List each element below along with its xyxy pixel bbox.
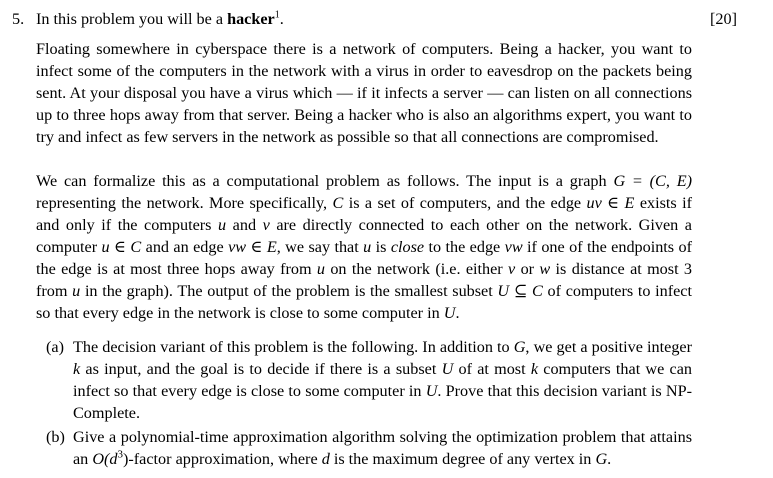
text-span: Give a polynomial-time approximation algorithm solving the optimization problem that attains an — [73, 428, 692, 468]
text-span: , we say that — [276, 238, 364, 256]
math-span: vw ∈ E — [228, 238, 277, 256]
math-span: uv ∈ E — [586, 194, 635, 212]
math-span: k — [530, 360, 539, 378]
text-span: . Prove that this decision variant is NP-Complete. — [73, 382, 693, 422]
text-span: computers that we can infect so that every edge is close to some computer in — [73, 360, 692, 400]
math-span: k — [73, 360, 81, 378]
math-span: O(d — [92, 450, 118, 468]
text-span: . — [607, 450, 612, 468]
text-span: is the maximum degree of any vertex in — [329, 450, 596, 468]
heading-bold: hacker — [227, 10, 275, 28]
math-span: U ⊆ C — [497, 282, 543, 300]
math-span: v — [262, 216, 270, 234]
math-span: ) — [123, 450, 129, 468]
math-span: G = (C, E) — [613, 172, 692, 190]
math-span: u — [218, 216, 227, 234]
math-span: d — [321, 450, 330, 468]
math-span: vw — [504, 238, 523, 256]
math-span: C — [332, 194, 344, 212]
math-span: w — [539, 260, 551, 278]
text-span: and an edge — [141, 238, 229, 256]
text-span: in the graph). The output of the problem is the smallest subset — [80, 282, 498, 300]
problem-number: 5. — [12, 10, 25, 28]
math-span: u — [72, 282, 81, 300]
math-span: U — [425, 382, 438, 400]
text-span: as input, and the goal is to decide if there is a subset — [80, 360, 442, 378]
math-span: U — [443, 304, 456, 322]
math-span: u — [363, 238, 372, 256]
math-span: u ∈ C — [101, 238, 142, 256]
math-span: G — [595, 450, 608, 468]
math-span: G — [513, 338, 526, 356]
footnote-mark: 1 — [274, 9, 280, 21]
text-span: representing the network. More specifically, — [36, 194, 333, 212]
part-b-text — [73, 426, 692, 470]
math-span: U — [441, 360, 454, 378]
text-span: is distance at most 3 from — [36, 260, 693, 300]
part-a-label: (a) — [46, 338, 64, 356]
text-span: are directly connected to each other on the network. Given a computer — [36, 216, 692, 256]
text-span: or — [515, 260, 540, 278]
paragraph-formalization — [36, 170, 692, 324]
part-b-label: (b) — [46, 428, 65, 446]
text-span: of computers to infect so that every edge in the network is close to some computer in — [36, 282, 692, 322]
text-span: of at most — [453, 360, 531, 378]
emphasis-close: close — [390, 238, 425, 256]
paragraph-scenario: Floating somewhere in cyberspace there is a network of computers. Being a hacker, you want to infect some of the computers in the network with a virus in order to eavesdrop on the packets being sent. At your disposal you have a virus which — if it infects a server — can listen on all connections up to three hops away from that server. Being a hacker who is also an algorithms expert, you want to try and infect as few servers in the network as possible so that all connections are compromised. — [36, 40, 692, 146]
text-span: to the edge — [424, 238, 505, 256]
math-superscript: 3 — [117, 448, 124, 461]
text-span: is — [371, 238, 391, 256]
text-span: is a set of computers, and the edge — [343, 194, 587, 212]
points-value: [20] — [710, 10, 737, 28]
math-span: u — [316, 260, 325, 278]
text-span: . — [455, 304, 460, 322]
math-span: v — [508, 260, 516, 278]
text-span: -factor approximation, where — [128, 450, 322, 468]
text-span: , we get a positive integer — [525, 338, 692, 356]
text-span: The decision variant of this problem is the following. In addition to — [73, 338, 514, 356]
problem-heading — [36, 8, 284, 30]
text-span: if one of the endpoints of the edge is at most three hops away from — [36, 238, 692, 278]
heading-text: In this problem you will be a — [36, 10, 224, 28]
text-span: exists if and only if the computers — [36, 194, 692, 234]
text-span: and — [226, 216, 263, 234]
text-span: We can formalize this as a computational problem as follows. The input is a graph — [36, 172, 614, 190]
text-span: on the network (i.e. either — [324, 260, 509, 278]
heading-end: . — [279, 10, 284, 28]
part-a-text — [73, 336, 692, 424]
